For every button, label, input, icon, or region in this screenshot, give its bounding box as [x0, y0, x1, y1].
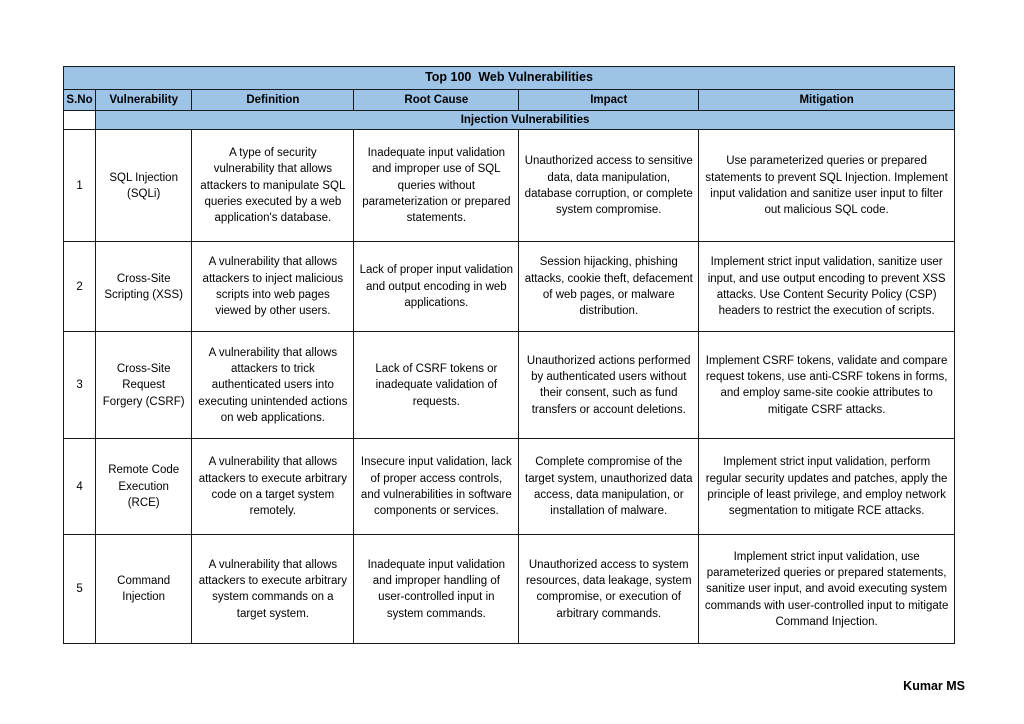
section-header-row [64, 111, 955, 130]
cell-definition: A vulnerability that allows attackers to execute arbitrary code on a target system remotely. [192, 439, 354, 535]
table-row [64, 130, 955, 242]
table-header-row [64, 89, 955, 110]
cell-impact: Session hijacking, phishing attacks, cookie theft, defacement of web pages, or malware distribution. [519, 242, 699, 332]
column-header-vulnerability: Vulnerability [96, 89, 192, 110]
cell-sno: 1 [64, 130, 96, 242]
cell-vulnerability: SQL Injection (SQLi) [96, 130, 192, 242]
cell-mitigation: Implement strict input validation, perform regular security updates and patches, apply the principle of least privilege, and employ network segmentation to mitigate RCE attacks. [699, 439, 955, 535]
column-header-definition: Definition [192, 89, 354, 110]
column-header-sno: S.No [64, 89, 96, 110]
cell-sno: 4 [64, 439, 96, 535]
column-header-impact: Impact [519, 89, 699, 110]
cell-vulnerability: Remote Code Execution (RCE) [96, 439, 192, 535]
author-credit: Kumar MS [903, 679, 965, 693]
cell-impact: Complete compromise of the target system, unauthorized data access, data manipulation, or installation of malware. [519, 439, 699, 535]
cell-sno: 5 [64, 535, 96, 644]
table-title: Top 100 Web Vulnerabilities [64, 67, 955, 90]
table-row [64, 332, 955, 439]
cell-vulnerability: Cross-Site Scripting (XSS) [96, 242, 192, 332]
cell-mitigation: Implement strict input validation, use parameterized queries or prepared statements, sanitize user input, and avoid executing system commands with user-controlled input to mitigate Command Injection. [699, 535, 955, 644]
cell-definition: A vulnerability that allows attackers to inject malicious scripts into web pages viewed by other users. [192, 242, 354, 332]
cell-vulnerability: Cross-Site Request Forgery (CSRF) [96, 332, 192, 439]
cell-root-cause: Inadequate input validation and improper handling of user-controlled input in system commands. [354, 535, 519, 644]
cell-root-cause: Inadequate input validation and improper use of SQL queries without parameterization or prepared statements. [354, 130, 519, 242]
cell-impact: Unauthorized actions performed by authenticated users without their consent, such as fund transfers or account deletions. [519, 332, 699, 439]
cell-sno: 2 [64, 242, 96, 332]
cell-vulnerability: Command Injection [96, 535, 192, 644]
table-row [64, 242, 955, 332]
cell-root-cause: Insecure input validation, lack of proper access controls, and vulnerabilities in software components or services. [354, 439, 519, 535]
table-row [64, 535, 955, 644]
vulnerabilities-table [63, 66, 955, 644]
section-header-injection: Injection Vulnerabilities [96, 111, 955, 130]
cell-impact: Unauthorized access to system resources, data leakage, system compromise, or execution of arbitrary commands. [519, 535, 699, 644]
cell-mitigation: Implement CSRF tokens, validate and compare request tokens, use anti-CSRF tokens in forms, and employ same-site cookie attributes to mitigate CSRF attacks. [699, 332, 955, 439]
cell-mitigation: Use parameterized queries or prepared statements to prevent SQL Injection. Implement input validation and sanitize user input to filter out malicious SQL code. [699, 130, 955, 242]
cell-definition: A vulnerability that allows attackers to trick authenticated users into executing unintended actions on web applications. [192, 332, 354, 439]
section-blank-cell [64, 111, 96, 130]
cell-root-cause: Lack of proper input validation and output encoding in web applications. [354, 242, 519, 332]
cell-sno: 3 [64, 332, 96, 439]
cell-mitigation: Implement strict input validation, sanitize user input, and use output encoding to prevent XSS attacks. Use Content Security Policy (CSP) headers to restrict the execution of scripts. [699, 242, 955, 332]
cell-impact: Unauthorized access to sensitive data, data manipulation, database corruption, or complete system compromise. [519, 130, 699, 242]
cell-definition: A vulnerability that allows attackers to execute arbitrary system commands on a target system. [192, 535, 354, 644]
cell-definition: A type of security vulnerability that allows attackers to manipulate SQL queries executed by a web application's database. [192, 130, 354, 242]
column-header-root-cause: Root Cause [354, 89, 519, 110]
table-title-row [64, 67, 955, 90]
table-row [64, 439, 955, 535]
cell-root-cause: Lack of CSRF tokens or inadequate validation of requests. [354, 332, 519, 439]
column-header-mitigation: Mitigation [699, 89, 955, 110]
